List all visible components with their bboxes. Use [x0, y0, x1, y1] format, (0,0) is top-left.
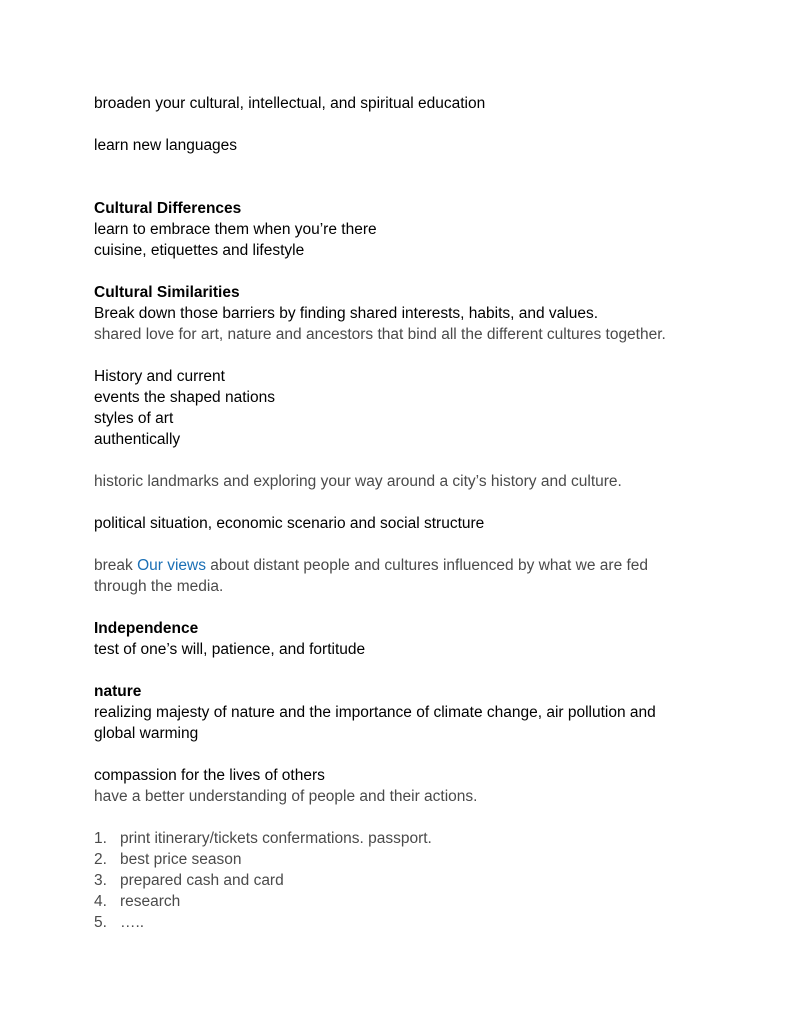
document-page — [94, 93, 734, 933]
list-item — [94, 849, 734, 870]
history-line-1: History and current — [94, 368, 225, 385]
list-item-text: best price season — [120, 851, 242, 868]
history-line-2: events the shaped nations — [94, 389, 275, 406]
cultural-similarities-line-1: Break down those barriers by finding shared interests, habits, and values. — [94, 305, 599, 322]
list-item-number: 2. — [94, 851, 107, 868]
history-line-4: authentically — [94, 431, 181, 448]
our-views-link[interactable]: Our views — [137, 557, 206, 574]
cultural-similarities-heading: Cultural Similarities — [94, 284, 240, 301]
independence-line-1: test of one’s will, patience, and fortitude — [94, 641, 366, 658]
spacer — [94, 660, 734, 681]
spacer — [94, 345, 734, 366]
checklist — [94, 828, 734, 933]
list-item-text: prepared cash and card — [120, 872, 284, 889]
cultural-differences-heading: Cultural Differences — [94, 200, 242, 217]
spacer — [94, 156, 734, 198]
intro-line-2: learn new languages — [94, 137, 238, 154]
spacer — [94, 534, 734, 555]
list-item-text: research — [120, 893, 181, 910]
list-item — [94, 891, 734, 912]
landmarks-line: historic landmarks and exploring your way around a city’s history and culture. — [94, 473, 622, 490]
list-item-number: 3. — [94, 872, 107, 889]
spacer — [94, 261, 734, 282]
list-item — [94, 912, 734, 933]
spacer — [94, 114, 734, 135]
spacer — [94, 450, 734, 471]
cultural-differences-line-1: learn to embrace them when you’re there — [94, 221, 377, 238]
history-line-3: styles of art — [94, 410, 174, 427]
list-item — [94, 828, 734, 849]
spacer — [94, 492, 734, 513]
intro-line-1: broaden your cultural, intellectual, and spiritual education — [94, 95, 486, 112]
list-item-number: 1. — [94, 830, 107, 847]
cultural-differences-line-2: cuisine, etiquettes and lifestyle — [94, 242, 305, 259]
media-text-before: break — [94, 557, 138, 574]
nature-paragraph: realizing majesty of nature and the importance of climate change, air pollution and global warming — [94, 704, 656, 742]
spacer — [94, 744, 734, 765]
cultural-similarities-line-2: shared love for art, nature and ancestors that bind all the different cultures together. — [94, 326, 666, 343]
independence-heading: Independence — [94, 620, 199, 637]
media-paragraph — [94, 555, 674, 597]
compassion-line-2: have a better understanding of people and their actions. — [94, 788, 478, 805]
spacer — [94, 807, 734, 828]
media-text-after: about distant people and cultures influenced by what we are fed through the media. — [94, 557, 649, 595]
list-item-number: 4. — [94, 893, 107, 910]
list-item — [94, 870, 734, 891]
list-item-text: ….. — [120, 914, 145, 931]
political-line: political situation, economic scenario and social structure — [94, 515, 485, 532]
spacer — [94, 597, 734, 618]
compassion-line-1: compassion for the lives of others — [94, 767, 325, 784]
list-item-text: print itinerary/tickets confermations. passport. — [120, 830, 432, 847]
nature-heading: nature — [94, 683, 142, 700]
list-item-number: 5. — [94, 914, 107, 931]
